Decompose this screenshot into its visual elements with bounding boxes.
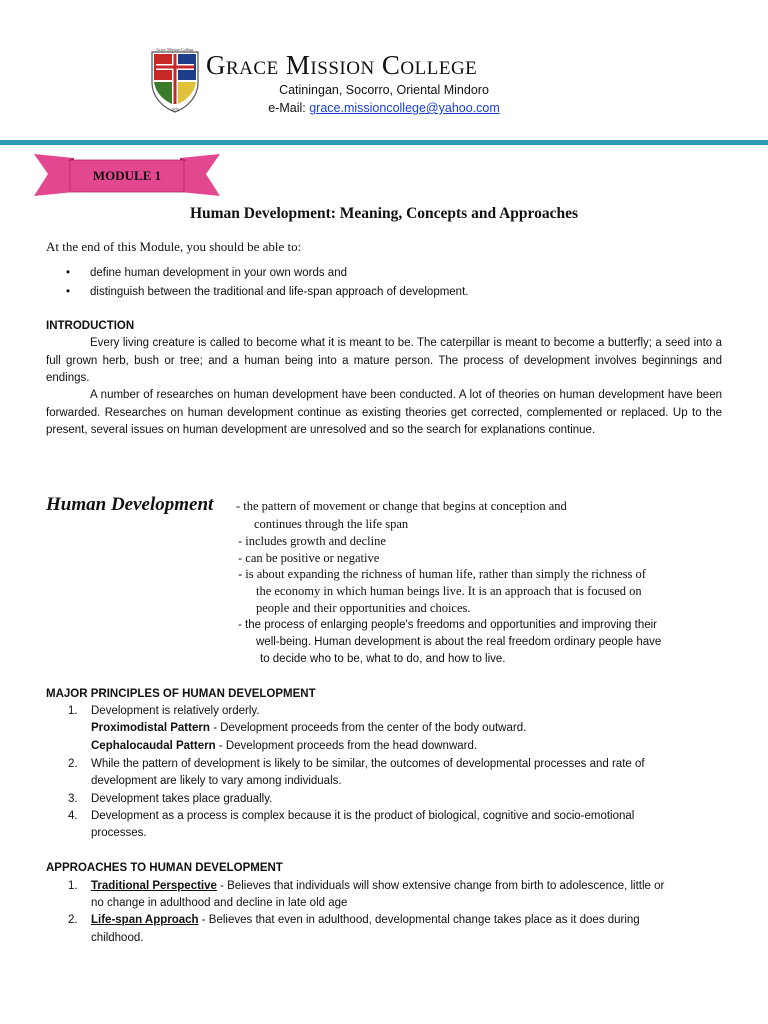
module-label: MODULE 1 [92, 168, 162, 183]
objective-item: define human development in your own words and [90, 267, 347, 279]
list-number: 3. [68, 793, 78, 805]
list-number: 2. [68, 914, 78, 926]
list-number: 1. [68, 705, 78, 717]
definition-line: - the pattern of movement or change that begins at conception and [236, 499, 567, 513]
principle-item-cont: development are likely to vary among individuals. [91, 775, 342, 787]
introduction-paragraph: Every living creature is called to become what it is meant to be. The caterpillar is meant to become a butterfly; a seed into a full grown herb, bush or tree; and a human being into a mature person. The process of development involves beginnings and endings. [46, 337, 722, 384]
principle-text: - Development proceeds from the head downward. [215, 740, 478, 752]
definition-line: the economy in which human beings live. It is an approach that is focused on [256, 584, 642, 598]
principle-text: - Development proceeds from the center of the body outward. [209, 722, 527, 734]
definition-line: - includes growth and decline [238, 534, 386, 548]
principle-item: Development as a process is complex because it is the product of biological, cognitive and socio-emotional [91, 810, 635, 822]
principle-subitem [91, 740, 477, 752]
bullet: • [66, 267, 71, 279]
header-divider [0, 140, 768, 145]
definition-line: people and their opportunities and choices. [256, 601, 471, 615]
principle-term: Proximodistal Pattern [91, 722, 210, 734]
bullet: • [66, 286, 71, 298]
definition-line: - can be positive or negative [238, 551, 380, 565]
principle-term: Cephalocaudal Pattern [91, 740, 216, 752]
logo-text: Grace Mission College [156, 47, 194, 52]
approach-item-cont: no change in adulthood and decline in late old age [91, 897, 348, 909]
document-title: Human Development: Meaning, Concepts and Approaches [189, 205, 579, 222]
list-number: 1. [68, 880, 78, 892]
approaches-heading: APPROACHES TO HUMAN DEVELOPMENT [46, 862, 283, 874]
principle-item: Development is relatively orderly. [91, 705, 260, 717]
approach-term: Life-span Approach [91, 914, 199, 926]
list-number: 4. [68, 810, 78, 822]
definition-line: to decide who to be, what to do, and how to live. [260, 653, 506, 665]
college-email-line [0, 101, 768, 115]
definition-line: continues through the life span [254, 517, 409, 531]
approach-item [91, 880, 664, 892]
list-number: 2. [68, 758, 78, 770]
email-label: e-Mail: [268, 101, 310, 115]
college-address: Catiningan, Socorro, Oriental Mindoro [279, 83, 489, 97]
email-link[interactable]: grace.missioncollege@yahoo.com [309, 101, 500, 115]
introduction-heading: INTRODUCTION [46, 320, 135, 332]
definition-line: - the process of enlarging people's freedoms and opportunities and improving their [238, 619, 657, 631]
approach-text: - Believes that individuals will show extensive change from birth to adolescence, little or [216, 880, 665, 892]
principle-subitem [91, 722, 526, 734]
logo-year: 1976 [171, 107, 179, 112]
approach-item-cont: childhood. [91, 932, 144, 944]
approach-term: Traditional Perspective [91, 880, 217, 892]
introduction-paragraph: A number of researches on human development have been conducted. A lot of theories on human development have been forwarded. Researches on human development continue as existing theories get corrected, complemented or replaced. Up to the present, several issues on human development are unresolved and so the search for explanations continue. [46, 389, 722, 436]
objectives-intro: At the end of this Module, you should be able to: [46, 239, 302, 254]
principle-item-cont: processes. [91, 827, 147, 839]
definition-term: Human Development [46, 494, 214, 515]
principle-item: While the pattern of development is likely to be similar, the outcomes of developmental processes and rate of [91, 758, 645, 770]
approach-item [91, 914, 640, 926]
definition-line: - is about expanding the richness of human life, rather than simply the richness of [238, 567, 646, 581]
definition-line: well-being. Human development is about the real freedom ordinary people have [256, 636, 662, 648]
approach-text: - Believes that even in adulthood, developmental change takes place as it does during [198, 914, 640, 926]
principle-item: Development takes place gradually. [91, 793, 273, 805]
college-name: Grace Mission College [206, 50, 478, 80]
principles-heading: MAJOR PRINCIPLES OF HUMAN DEVELOPMENT [46, 688, 316, 700]
objective-item: distinguish between the traditional and life-span approach of development. [90, 286, 469, 298]
